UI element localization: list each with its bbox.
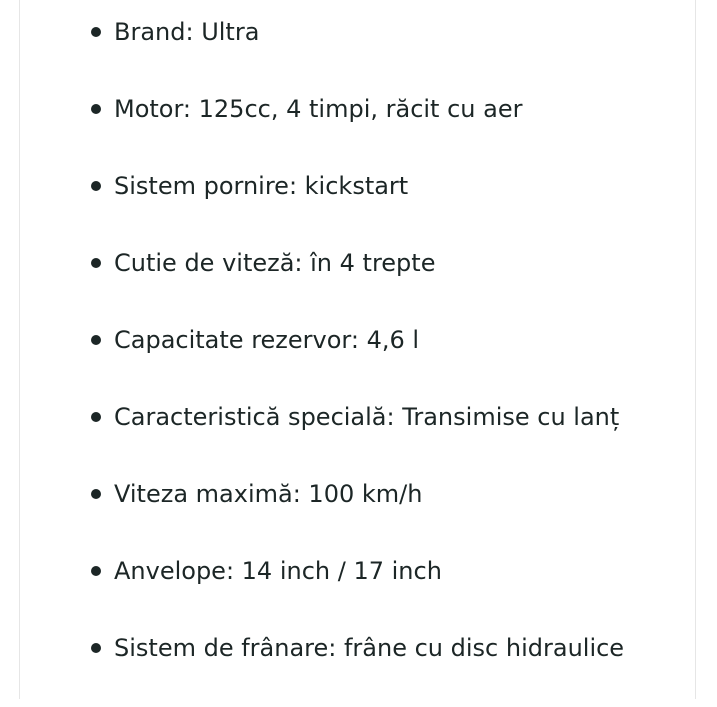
bullet-icon xyxy=(91,412,101,422)
spec-text: Anvelope: 14 inch / 17 inch xyxy=(114,557,442,585)
bullet-icon xyxy=(91,566,101,576)
spec-text: Brand: Ultra xyxy=(114,18,260,46)
list-item xyxy=(20,553,624,630)
bullet-icon xyxy=(91,27,101,37)
list-item xyxy=(20,91,624,168)
list-item xyxy=(20,322,624,399)
bullet-icon xyxy=(91,104,101,114)
bullet-icon xyxy=(91,181,101,191)
list-item xyxy=(20,168,624,245)
description-panel xyxy=(19,0,696,699)
spec-text: Caracteristică specială: Transimise cu lanț xyxy=(114,403,620,431)
bullet-icon xyxy=(91,258,101,268)
spec-text: Motor: 125cc, 4 timpi, răcit cu aer xyxy=(114,95,523,123)
list-item xyxy=(20,476,624,553)
bullet-icon xyxy=(91,335,101,345)
spec-text: Viteza maximă: 100 km/h xyxy=(114,480,423,508)
bullet-icon xyxy=(91,489,101,499)
spec-text: Sistem de frânare: frâne cu disc hidraulice xyxy=(114,634,625,662)
spec-list xyxy=(20,14,624,707)
bullet-icon xyxy=(91,643,101,653)
list-item xyxy=(20,630,624,707)
spec-text: Sistem pornire: kickstart xyxy=(114,172,409,200)
spec-text: Capacitate rezervor: 4,6 l xyxy=(114,326,420,354)
list-item xyxy=(20,399,624,476)
list-item xyxy=(20,245,624,322)
list-item xyxy=(20,14,624,91)
spec-text: Cutie de viteză: în 4 trepte xyxy=(114,249,436,277)
